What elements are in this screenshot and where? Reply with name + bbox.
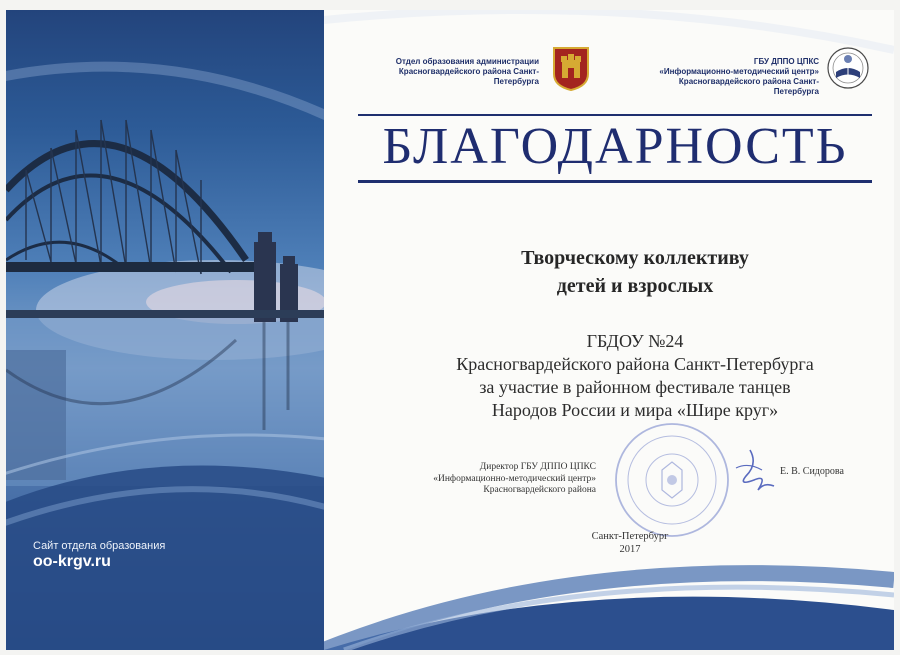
signatory-name: Е. В. Сидорова [780, 466, 844, 477]
right-org-line-3: Красногвардейского района Санкт-Петербурга [678, 77, 819, 96]
year: 2017 [619, 544, 641, 555]
body-line-3: за участие в районном фестивале танцев [479, 377, 791, 397]
site-url[interactable]: oo-krgv.ru [33, 553, 111, 570]
round-seal-icon [612, 420, 732, 540]
site-label: Сайт отдела образования [33, 540, 166, 552]
book-globe-logo-icon [826, 46, 870, 90]
handwritten-signature-icon [728, 446, 778, 494]
coat-of-arms-icon [552, 46, 590, 92]
right-org-line-2: «Информационно-методический центр» [659, 67, 819, 76]
left-organization [357, 57, 539, 87]
page-title: БЛАГОДАРНОСТЬ [382, 118, 848, 175]
left-org-line-2: Красногвардейского района Санкт-Петербурга [398, 67, 539, 86]
body-line-1: ГБДОУ №24 [586, 331, 684, 351]
right-organization [637, 57, 819, 97]
signatory-line-2: «Информационно-методический центр» [433, 473, 596, 484]
place: Санкт-Петербург [591, 531, 669, 542]
recipient [430, 244, 840, 300]
right-org-line-1: ГБУ ДППО ЦПКС [753, 57, 819, 66]
body-line-2: Красногвардейского района Санкт-Петербурга [456, 354, 814, 374]
recipient-line-1: Творческому коллективу [521, 247, 749, 269]
award-text [395, 330, 875, 422]
recipient-line-2: детей и взрослых [556, 275, 714, 297]
signatory-position [396, 462, 596, 497]
signatory-line-3: Красногвардейского района [483, 485, 596, 495]
signatory-line-1: Директор ГБУ ДППО ЦПКС [479, 462, 596, 472]
title-rule-bottom [358, 180, 872, 183]
left-org-line-1: Отдел образования администрации [395, 57, 539, 66]
body-line-4: Народов России и мира «Шире круг» [491, 400, 779, 420]
place-and-year [568, 530, 692, 556]
